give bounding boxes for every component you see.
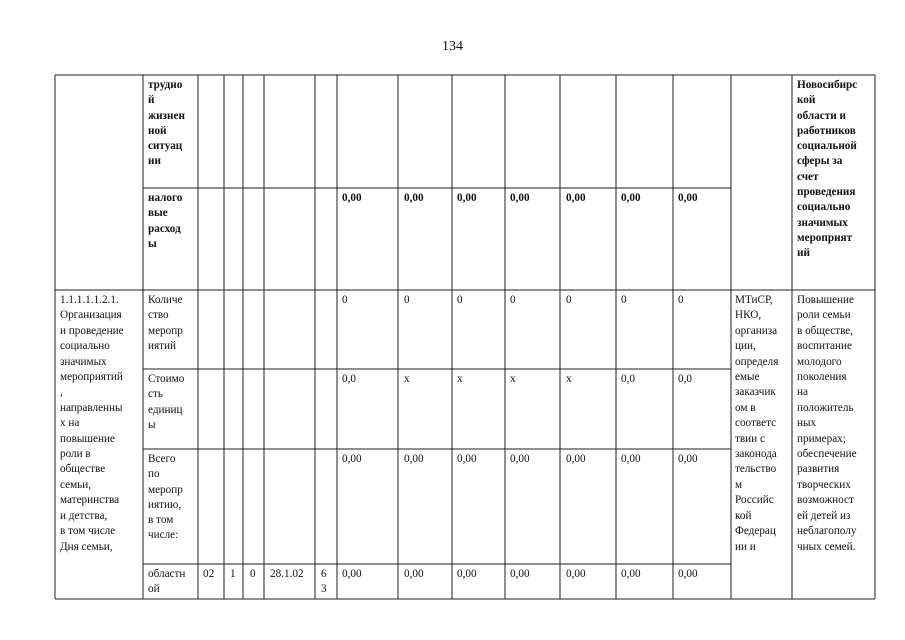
expected-result-text: Повышение роли семьи в обществе, воспитание молодого поколения на положитель ных примерах; обеспечение развития творческих возможност ей детей из неблагополу чных семей.	[797, 294, 857, 553]
tax-value: 0,00	[404, 192, 424, 204]
subrow-label-regional: областн ой	[148, 568, 186, 596]
regional-value: 0,00	[457, 568, 477, 580]
subrow-label-tax-expenses: налого вые расход ы	[148, 192, 183, 250]
budget-code-subsection: 0	[250, 568, 256, 580]
quantity-value: 0	[342, 294, 348, 306]
subrow-label-total: Всего по меропр иятию, в том числе:	[148, 453, 183, 542]
regional-value: 0,00	[621, 568, 641, 580]
tax-value: 0,00	[342, 192, 362, 204]
unit-cost-value: х	[510, 373, 516, 385]
subrow-label-unit-cost: Стоимо сть единиц ы	[148, 373, 185, 431]
budget-code-section: 1	[230, 568, 236, 580]
item-number-description: 1.1.1.1.1.2.1. Организация и проведение социально значимых мероприятий , направленны х на повышение роли в обществе семьи, материнства и детства, в том числе Дня семьи,	[60, 294, 124, 553]
budget-code-target: 28.1.02	[270, 568, 304, 580]
total-value: 0,00	[457, 453, 477, 465]
regional-value: 0,00	[678, 568, 698, 580]
total-value: 0,00	[510, 453, 530, 465]
unit-cost-value: х	[457, 373, 463, 385]
regional-value: 0,00	[566, 568, 586, 580]
total-value: 0,00	[678, 453, 698, 465]
quantity-value: 0	[510, 294, 516, 306]
quantity-value: 0	[457, 294, 463, 306]
unit-cost-value: 0,0	[342, 373, 356, 385]
tax-value: 0,00	[678, 192, 698, 204]
tax-value: 0,00	[621, 192, 641, 204]
goal-text: Новосибирс кой области и работников социальной сферы за счет проведения социально значимых мероприят ий	[797, 79, 858, 260]
subrow-label-quantity: Количе ство меропр иятий	[148, 294, 183, 352]
quantity-value: 0	[404, 294, 410, 306]
executor-text: МТиСР, НКО, организа ции, определя емые заказчик ом в соответс твии с законода тельство м Российс кой Федерац ии и	[735, 294, 779, 553]
total-value: 0,00	[342, 453, 362, 465]
quantity-value: 0	[621, 294, 627, 306]
regional-value: 0,00	[404, 568, 424, 580]
regional-value: 0,00	[510, 568, 530, 580]
page-number: 134	[442, 39, 463, 54]
total-value: 0,00	[404, 453, 424, 465]
quantity-value: 0	[678, 294, 684, 306]
unit-cost-value: х	[566, 373, 572, 385]
total-value: 0,00	[566, 453, 586, 465]
quantity-value: 0	[566, 294, 572, 306]
budget-code-department: 02	[203, 568, 215, 580]
subrow-label-difficult-situation: трудно й жизнен ной ситуац ии	[148, 79, 185, 168]
unit-cost-value: х	[404, 373, 410, 385]
tax-value: 0,00	[510, 192, 530, 204]
tax-value: 0,00	[566, 192, 586, 204]
unit-cost-value: 0,0	[621, 373, 635, 385]
unit-cost-value: 0,0	[678, 373, 692, 385]
regional-value: 0,00	[342, 568, 362, 580]
tax-value: 0,00	[457, 192, 477, 204]
budget-code-expense-type: 6 3	[321, 568, 327, 596]
total-value: 0,00	[621, 453, 641, 465]
